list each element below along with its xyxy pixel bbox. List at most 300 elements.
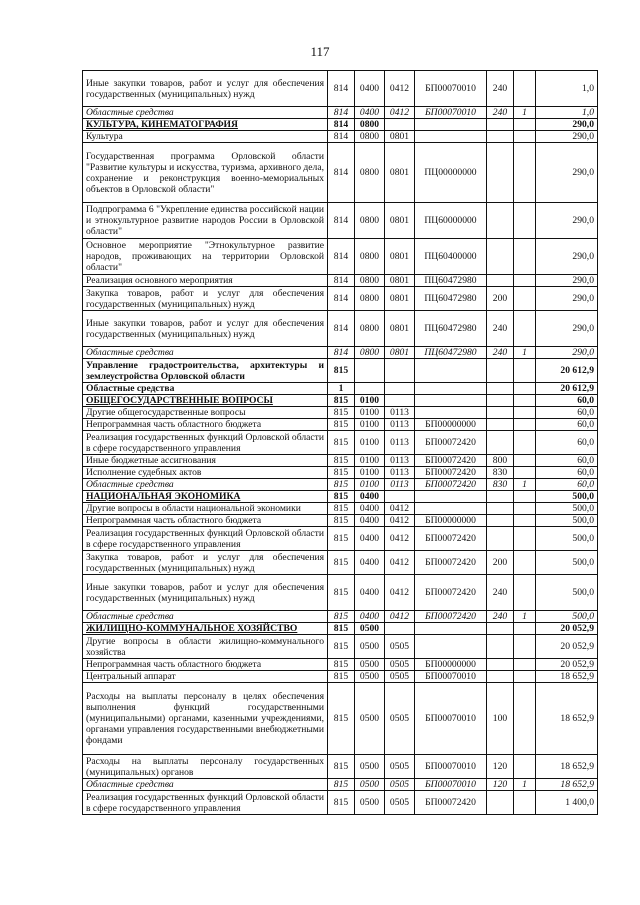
cell-vr: 240 [487,611,514,623]
table-row [83,791,598,815]
cell-pr [385,395,415,407]
cell-sum: 60,0 [536,431,598,455]
cell-vr [487,407,514,419]
cell-rz: 0500 [355,683,385,755]
cell-ved: 815 [328,395,355,407]
cell-csr [415,131,487,143]
cell-src [514,239,536,275]
cell-vr: 240 [487,71,514,107]
cell-csr: БП00070010 [415,779,487,791]
cell-csr: БП00000000 [415,659,487,671]
cell-rz: 0800 [355,287,385,311]
cell-sum: 60,0 [536,419,598,431]
cell-csr: БП00072420 [415,479,487,491]
cell-ved: 815 [328,683,355,755]
cell-sum: 1,0 [536,71,598,107]
table-row [83,503,598,515]
cell-pr: 0412 [385,611,415,623]
table-row [83,143,598,203]
cell-name: ОБЩЕГОСУДАРСТВЕННЫЕ ВОПРОСЫ [83,395,328,407]
cell-name: Областные средства [83,383,328,395]
cell-csr [415,635,487,659]
cell-pr: 0801 [385,239,415,275]
cell-ved: 815 [328,503,355,515]
cell-csr: ПЦ60472980 [415,347,487,359]
table-row [83,431,598,455]
cell-pr: 0801 [385,275,415,287]
cell-name: Реализация государственных функций Орловской области в сфере государственного управления [83,527,328,551]
cell-vr [487,383,514,395]
cell-csr: БП00072420 [415,611,487,623]
cell-src: 1 [514,611,536,623]
cell-csr [415,623,487,635]
table-row [83,395,598,407]
cell-src [514,431,536,455]
cell-pr: 0412 [385,527,415,551]
cell-ved: 815 [328,431,355,455]
cell-sum: 20 052,9 [536,635,598,659]
cell-name: Расходы на выплаты персоналу государственных (муниципальных) органов [83,755,328,779]
cell-pr: 0505 [385,635,415,659]
cell-src [514,419,536,431]
cell-name: Реализация основного мероприятия [83,275,328,287]
cell-csr [415,491,487,503]
cell-csr: БП00072420 [415,527,487,551]
cell-ved: 815 [328,635,355,659]
cell-rz: 0100 [355,407,385,419]
cell-src: 1 [514,779,536,791]
cell-src [514,527,536,551]
cell-vr: 200 [487,287,514,311]
table-row [83,239,598,275]
cell-sum: 500,0 [536,527,598,551]
cell-pr: 0113 [385,407,415,419]
cell-vr: 240 [487,311,514,347]
cell-name: Культура [83,131,328,143]
cell-rz: 0400 [355,107,385,119]
cell-ved: 815 [328,779,355,791]
cell-pr: 0412 [385,503,415,515]
cell-name: Подпрограмма 6 "Укрепление единства российской нации и этнокультурное развитие народов России в Орловской области" [83,203,328,239]
cell-sum: 500,0 [536,551,598,575]
cell-rz [355,383,385,395]
table-row [83,515,598,527]
cell-vr [487,359,514,383]
table-row [83,407,598,419]
table-row [83,203,598,239]
cell-vr: 800 [487,455,514,467]
cell-src [514,683,536,755]
table-row [83,383,598,395]
cell-src [514,491,536,503]
cell-ved: 814 [328,275,355,287]
cell-csr: БП00070010 [415,671,487,683]
cell-rz: 0800 [355,203,385,239]
cell-name: Иные закупки товаров, работ и услуг для обеспечения государственных (муниципальных) нужд [83,311,328,347]
cell-sum: 290,0 [536,239,598,275]
cell-rz: 0400 [355,551,385,575]
cell-src [514,575,536,611]
cell-sum: 500,0 [536,575,598,611]
table-row [83,311,598,347]
cell-pr: 0505 [385,791,415,815]
cell-src [514,515,536,527]
cell-pr: 0801 [385,347,415,359]
cell-rz: 0800 [355,311,385,347]
cell-src [514,383,536,395]
cell-name: Непрограммная часть областного бюджета [83,659,328,671]
table-row [83,467,598,479]
table-row [83,455,598,467]
table-row [83,779,598,791]
cell-vr [487,275,514,287]
table-row [83,683,598,755]
cell-pr [385,623,415,635]
table-row [83,551,598,575]
cell-ved: 814 [328,131,355,143]
cell-pr: 0505 [385,755,415,779]
cell-src [514,119,536,131]
cell-csr: ПЦ60400000 [415,239,487,275]
cell-src [514,395,536,407]
cell-src [514,275,536,287]
cell-rz: 0100 [355,431,385,455]
table-row [83,611,598,623]
cell-sum: 18 652,9 [536,779,598,791]
cell-ved: 815 [328,791,355,815]
cell-pr: 0505 [385,671,415,683]
cell-rz: 0400 [355,71,385,107]
cell-src [514,671,536,683]
table-row [83,659,598,671]
cell-rz: 0500 [355,671,385,683]
cell-sum: 500,0 [536,611,598,623]
cell-ved: 815 [328,611,355,623]
cell-pr: 0412 [385,107,415,119]
cell-pr: 0113 [385,431,415,455]
cell-pr: 0801 [385,203,415,239]
cell-sum: 1 400,0 [536,791,598,815]
cell-rz: 0800 [355,239,385,275]
cell-csr [415,119,487,131]
cell-rz: 0800 [355,131,385,143]
cell-pr: 0412 [385,551,415,575]
cell-sum: 18 652,9 [536,671,598,683]
cell-csr: БП00072420 [415,431,487,455]
cell-src [514,407,536,419]
cell-pr: 0113 [385,467,415,479]
cell-ved: 815 [328,623,355,635]
cell-ved: 815 [328,575,355,611]
cell-pr: 0801 [385,143,415,203]
cell-src [514,203,536,239]
cell-vr: 100 [487,683,514,755]
cell-name: Другие общегосударственные вопросы [83,407,328,419]
cell-csr: ПЦ60472980 [415,311,487,347]
cell-sum: 20 052,9 [536,659,598,671]
cell-vr [487,203,514,239]
cell-vr: 830 [487,479,514,491]
cell-ved: 815 [328,419,355,431]
cell-name: Основное мероприятие "Этнокультурное развитие народов, проживающих на территории Орловской области" [83,239,328,275]
cell-ved: 815 [328,527,355,551]
cell-rz: 0100 [355,467,385,479]
table-row [83,671,598,683]
cell-pr [385,119,415,131]
cell-ved: 814 [328,143,355,203]
cell-pr: 0113 [385,479,415,491]
cell-src: 1 [514,107,536,119]
cell-vr [487,623,514,635]
cell-ved: 814 [328,311,355,347]
cell-csr [415,383,487,395]
cell-csr: ПЦ60472980 [415,287,487,311]
cell-src [514,143,536,203]
cell-csr: БП00072420 [415,791,487,815]
cell-ved: 814 [328,347,355,359]
cell-ved: 1 [328,383,355,395]
cell-sum: 60,0 [536,479,598,491]
cell-sum: 60,0 [536,395,598,407]
cell-src [514,287,536,311]
cell-name: НАЦИОНАЛЬНАЯ ЭКОНОМИКА [83,491,328,503]
table-row [83,107,598,119]
cell-sum: 500,0 [536,491,598,503]
cell-src [514,455,536,467]
cell-rz: 0500 [355,659,385,671]
cell-ved: 815 [328,455,355,467]
cell-vr: 830 [487,467,514,479]
cell-rz: 0500 [355,635,385,659]
cell-sum: 60,0 [536,467,598,479]
cell-src [514,635,536,659]
cell-csr: БП00072420 [415,455,487,467]
table-row [83,359,598,383]
cell-pr: 0505 [385,779,415,791]
cell-vr [487,671,514,683]
table-row [83,623,598,635]
cell-sum: 60,0 [536,407,598,419]
cell-sum: 18 652,9 [536,683,598,755]
cell-src [514,659,536,671]
cell-ved: 815 [328,359,355,383]
cell-name: Непрограммная часть областного бюджета [83,515,328,527]
cell-pr [385,383,415,395]
cell-name: Закупка товаров, работ и услуг для обеспечения государственных (муниципальных) нужд [83,551,328,575]
cell-src [514,623,536,635]
cell-sum: 290,0 [536,311,598,347]
table-row [83,479,598,491]
cell-csr: БП00000000 [415,515,487,527]
cell-vr [487,527,514,551]
cell-sum: 20 612,9 [536,359,598,383]
cell-vr [487,143,514,203]
cell-sum: 290,0 [536,143,598,203]
table-row [83,131,598,143]
cell-src: 1 [514,479,536,491]
cell-rz: 0800 [355,275,385,287]
cell-sum: 290,0 [536,119,598,131]
cell-src [514,71,536,107]
cell-name: Областные средства [83,779,328,791]
cell-csr: ПЦ00000000 [415,143,487,203]
cell-csr: БП00070010 [415,683,487,755]
page-number: 117 [310,44,330,59]
cell-csr [415,407,487,419]
cell-rz: 0100 [355,395,385,407]
table-row [83,527,598,551]
cell-src [514,503,536,515]
cell-rz: 0400 [355,503,385,515]
cell-name: Областные средства [83,347,328,359]
cell-name: ЖИЛИЩНО-КОММУНАЛЬНОЕ ХОЗЯЙСТВО [83,623,328,635]
table-row [83,347,598,359]
cell-rz: 0100 [355,479,385,491]
cell-name: Непрограммная часть областного бюджета [83,419,328,431]
cell-name: Областные средства [83,611,328,623]
table-row [83,635,598,659]
cell-csr [415,359,487,383]
cell-name: Реализация государственных функций Орловской области в сфере государственного управления [83,431,328,455]
cell-src [514,359,536,383]
cell-ved: 814 [328,71,355,107]
cell-sum: 20 052,9 [536,623,598,635]
cell-rz: 0100 [355,455,385,467]
cell-pr: 0412 [385,515,415,527]
table-row [83,491,598,503]
cell-src [514,791,536,815]
cell-vr [487,659,514,671]
cell-sum: 290,0 [536,131,598,143]
cell-rz: 0400 [355,575,385,611]
cell-name: Управление градостроительства, архитектуры и землеустройства Орловской области [83,359,328,383]
cell-src [514,551,536,575]
cell-sum: 290,0 [536,347,598,359]
cell-sum: 1,0 [536,107,598,119]
cell-rz: 0500 [355,779,385,791]
cell-vr [487,419,514,431]
cell-csr: БП00070010 [415,755,487,779]
cell-vr: 240 [487,575,514,611]
cell-pr: 0801 [385,287,415,311]
cell-name: КУЛЬТУРА, КИНЕМАТОГРАФИЯ [83,119,328,131]
cell-rz: 0800 [355,119,385,131]
cell-vr [487,503,514,515]
cell-ved: 815 [328,515,355,527]
cell-ved: 815 [328,659,355,671]
cell-vr [487,395,514,407]
cell-sum: 290,0 [536,275,598,287]
cell-sum: 290,0 [536,203,598,239]
table-row [83,119,598,131]
cell-sum: 18 652,9 [536,755,598,779]
cell-sum: 500,0 [536,515,598,527]
cell-ved: 814 [328,287,355,311]
cell-pr: 0113 [385,455,415,467]
cell-ved: 815 [328,551,355,575]
cell-name: Иные бюджетные ассигнования [83,455,328,467]
cell-csr [415,395,487,407]
cell-rz: 0400 [355,515,385,527]
cell-rz: 0500 [355,755,385,779]
cell-sum: 290,0 [536,287,598,311]
table-row [83,275,598,287]
cell-sum: 500,0 [536,503,598,515]
cell-pr: 0505 [385,659,415,671]
table-row [83,575,598,611]
cell-src [514,311,536,347]
cell-name: Закупка товаров, работ и услуг для обеспечения государственных (муниципальных) нужд [83,287,328,311]
cell-csr: ПЦ60000000 [415,203,487,239]
cell-src [514,755,536,779]
cell-vr: 240 [487,347,514,359]
cell-ved: 814 [328,239,355,275]
cell-csr: БП00070010 [415,71,487,107]
cell-vr [487,239,514,275]
cell-vr: 240 [487,107,514,119]
cell-pr: 0113 [385,419,415,431]
cell-vr [487,119,514,131]
cell-rz [355,359,385,383]
cell-csr: ПЦ60472980 [415,275,487,287]
cell-csr: БП00070010 [415,107,487,119]
cell-name: Исполнение судебных актов [83,467,328,479]
cell-rz: 0400 [355,491,385,503]
cell-ved: 815 [328,467,355,479]
cell-vr [487,791,514,815]
cell-src [514,467,536,479]
cell-vr [487,491,514,503]
cell-vr: 120 [487,755,514,779]
cell-name: Другие вопросы в области жилищно-коммунального хозяйства [83,635,328,659]
cell-ved: 815 [328,755,355,779]
cell-pr: 0412 [385,71,415,107]
cell-name: Областные средства [83,107,328,119]
cell-pr: 0801 [385,311,415,347]
cell-name: Государственная программа Орловской области "Развитие культуры и искусства, туризма, архивного дела, сохранение и реконструкция военно-мемориальных объектов в Орловской области" [83,143,328,203]
cell-src [514,131,536,143]
cell-sum: 60,0 [536,455,598,467]
cell-ved: 814 [328,119,355,131]
cell-name: Центральный аппарат [83,671,328,683]
cell-rz: 0800 [355,347,385,359]
cell-rz: 0100 [355,419,385,431]
cell-ved: 814 [328,107,355,119]
cell-name: Иные закупки товаров, работ и услуг для обеспечения государственных (муниципальных) нужд [83,575,328,611]
cell-rz: 0800 [355,143,385,203]
cell-ved: 815 [328,491,355,503]
cell-vr [487,515,514,527]
cell-name: Реализация государственных функций Орловской области в сфере государственного управления [83,791,328,815]
table-row [83,287,598,311]
cell-csr: БП00072420 [415,551,487,575]
cell-pr: 0505 [385,683,415,755]
cell-name: Расходы на выплаты персоналу в целях обеспечения выполнения функций государственными (муниципальными) органами, казенными учреждениями, органами управления государственными внебюджетными фондами [83,683,328,755]
cell-name: Другие вопросы в области национальной экономики [83,503,328,515]
cell-ved: 814 [328,203,355,239]
cell-pr [385,491,415,503]
cell-csr [415,503,487,515]
cell-rz: 0500 [355,791,385,815]
cell-sum: 20 612,9 [536,383,598,395]
cell-name: Областные средства [83,479,328,491]
cell-csr: БП00072420 [415,575,487,611]
cell-csr: БП00000000 [415,419,487,431]
cell-vr [487,635,514,659]
cell-vr: 200 [487,551,514,575]
cell-name: Иные закупки товаров, работ и услуг для обеспечения государственных (муниципальных) нужд [83,71,328,107]
cell-vr [487,131,514,143]
